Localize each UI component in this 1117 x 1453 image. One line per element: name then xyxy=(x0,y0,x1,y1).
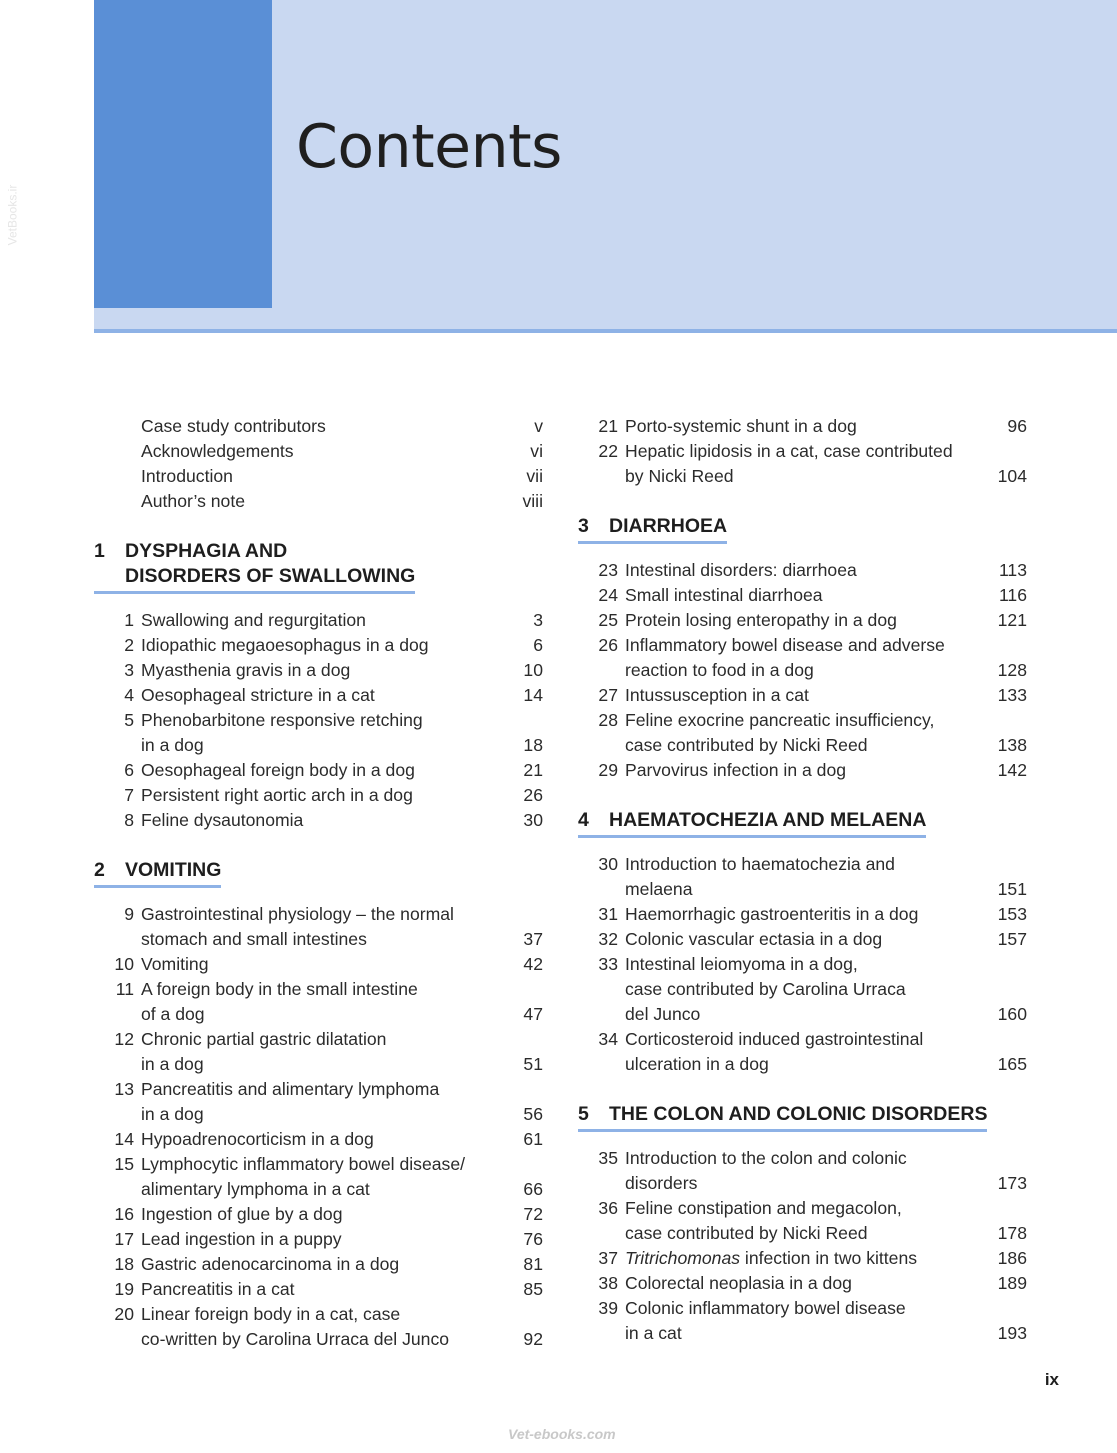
entry-title: Inflammatory bowel disease and adverse xyxy=(625,635,945,655)
entry-page-number: 186 xyxy=(997,1248,1027,1268)
entry-page-number: 51 xyxy=(523,1054,543,1074)
entry-title: Colonic vascular ectasia in a dog xyxy=(625,929,883,949)
entry-number xyxy=(94,1327,141,1352)
toc-entry[interactable] xyxy=(94,1177,543,1202)
toc-entry[interactable] xyxy=(94,1277,543,1302)
chapter-number: 1 xyxy=(94,540,105,562)
toc-entry[interactable] xyxy=(578,633,1027,658)
toc-entry[interactable] xyxy=(94,608,543,633)
entry-title: Hypoadrenocorticism in a dog xyxy=(141,1129,374,1149)
entry-number: 32 xyxy=(598,929,618,949)
entry-title: in a cat xyxy=(625,1323,682,1343)
chapter-number: 4 xyxy=(578,809,589,831)
toc-entry[interactable] xyxy=(578,758,1027,783)
chapter-heading-underlined xyxy=(94,539,415,594)
entry-title: Oesophageal stricture in a cat xyxy=(141,685,375,705)
toc-entry[interactable] xyxy=(94,414,543,439)
entry-title: case contributed by Nicki Reed xyxy=(625,735,868,755)
entry-number xyxy=(94,1002,141,1027)
entry-page-number: 121 xyxy=(997,610,1027,630)
toc-entry-group xyxy=(94,902,543,1352)
entry-page-number: 14 xyxy=(523,685,543,705)
toc-entry[interactable] xyxy=(578,1171,1027,1196)
entry-number xyxy=(94,733,141,758)
entry-title: Pancreatitis and alimentary lymphoma xyxy=(141,1079,440,1099)
entry-number: 18 xyxy=(114,1254,134,1274)
entry-number: 10 xyxy=(114,954,134,974)
toc-entry[interactable] xyxy=(94,1302,543,1327)
chapter-heading-underlined xyxy=(94,858,221,888)
entry-number xyxy=(578,877,625,902)
toc-entry[interactable] xyxy=(578,1146,1027,1171)
entry-page-number: 142 xyxy=(997,760,1027,780)
entry-title: in a dog xyxy=(141,1104,204,1124)
toc-entry[interactable] xyxy=(94,1152,543,1177)
toc-entry[interactable] xyxy=(94,1027,543,1052)
chapter-number: 2 xyxy=(94,859,105,881)
entry-title: Persistent right aortic arch in a dog xyxy=(141,785,413,805)
header-rule xyxy=(94,329,1117,333)
entry-number: 17 xyxy=(114,1229,134,1249)
entry-title: Feline exocrine pancreatic insufficiency, xyxy=(625,710,935,730)
toc-entry[interactable] xyxy=(94,1102,543,1127)
toc-entry[interactable] xyxy=(578,877,1027,902)
entry-number: 5 xyxy=(124,710,134,730)
entry-page-number: 189 xyxy=(997,1273,1027,1293)
entry-page-number: 21 xyxy=(523,760,543,780)
entry-title: Phenobarbitone responsive retching xyxy=(141,710,423,730)
entry-page-number: 56 xyxy=(523,1104,543,1124)
entry-number xyxy=(578,733,625,758)
toc-entry[interactable] xyxy=(94,783,543,808)
entry-number: 33 xyxy=(598,954,618,974)
entry-number: 28 xyxy=(598,710,618,730)
entry-page-number: 165 xyxy=(997,1054,1027,1074)
entry-number: 14 xyxy=(114,1129,134,1149)
toc-entry[interactable] xyxy=(94,1002,543,1027)
entry-title: Haemorrhagic gastroenteritis in a dog xyxy=(625,904,919,924)
toc-entry[interactable] xyxy=(578,952,1027,977)
entry-title: Intestinal leiomyoma in a dog, xyxy=(625,954,858,974)
entry-number: 19 xyxy=(114,1279,134,1299)
entry-page-number: 96 xyxy=(1007,416,1027,436)
entry-title: Introduction to the colon and colonic xyxy=(625,1148,907,1168)
entry-number: 24 xyxy=(598,585,618,605)
entry-page-number: 133 xyxy=(997,685,1027,705)
toc-entry-group xyxy=(578,558,1027,783)
entry-page-number: 151 xyxy=(997,879,1027,899)
toc-entry[interactable] xyxy=(578,1027,1027,1052)
page-number: ix xyxy=(1044,1370,1059,1389)
header-accent-block xyxy=(94,0,272,308)
chapter-heading-underlined xyxy=(578,1102,987,1132)
entry-number: 22 xyxy=(598,441,618,461)
toc-entry[interactable] xyxy=(94,464,543,489)
toc-left-column xyxy=(94,414,543,1377)
entry-title: Introduction to haematochezia and xyxy=(625,854,895,874)
entry-title: Colonic inflammatory bowel disease xyxy=(625,1298,906,1318)
toc-entry[interactable] xyxy=(578,658,1027,683)
entry-title: Parvovirus infection in a dog xyxy=(625,760,847,780)
entry-page-number: 66 xyxy=(523,1179,543,1199)
entry-page-number: viii xyxy=(522,491,543,511)
entry-number xyxy=(94,927,141,952)
entry-title: Ingestion of glue by a dog xyxy=(141,1204,343,1224)
toc-entry[interactable] xyxy=(578,608,1027,633)
entry-title: Introduction xyxy=(141,466,233,486)
entry-title: case contributed by Nicki Reed xyxy=(625,1223,868,1243)
entry-title: alimentary lymphoma in a cat xyxy=(141,1179,370,1199)
entry-title: Porto-systemic shunt in a dog xyxy=(625,416,857,436)
toc-entry[interactable] xyxy=(578,1196,1027,1221)
entry-title: Feline constipation and megacolon, xyxy=(625,1198,902,1218)
toc-entry[interactable] xyxy=(94,808,543,833)
side-watermark: VetBooks.ir xyxy=(5,184,20,246)
entry-number xyxy=(94,1102,141,1127)
entry-title: Case study contributors xyxy=(141,416,326,436)
entry-number: 12 xyxy=(114,1029,134,1049)
chapter-title: DIARRHOEA xyxy=(609,515,728,537)
entry-page-number: 42 xyxy=(523,954,543,974)
entry-page-number: 116 xyxy=(998,585,1027,605)
chapter-number: 3 xyxy=(578,515,589,537)
toc-entry-group xyxy=(578,414,1027,489)
entry-number xyxy=(578,1002,625,1027)
entry-title: Intestinal disorders: diarrhoea xyxy=(625,560,857,580)
toc-entry[interactable] xyxy=(94,952,543,977)
entry-number: 39 xyxy=(598,1298,618,1318)
entry-title: Lymphocytic inflammatory bowel disease/ xyxy=(141,1154,465,1174)
toc-entry[interactable] xyxy=(94,1227,543,1252)
entry-number: 4 xyxy=(124,685,134,705)
entry-title: Acknowledgements xyxy=(141,441,294,461)
entry-title: ulceration in a dog xyxy=(625,1054,769,1074)
toc-entry[interactable] xyxy=(94,1202,543,1227)
chapter-heading xyxy=(578,1102,1027,1132)
entry-number xyxy=(94,1177,141,1202)
toc-entry[interactable] xyxy=(578,439,1027,464)
entry-page-number: 61 xyxy=(523,1129,543,1149)
toc-entry[interactable] xyxy=(94,977,543,1002)
entry-number xyxy=(94,1052,141,1077)
entry-number: 9 xyxy=(124,904,134,924)
entry-page-number: 10 xyxy=(523,660,543,680)
entry-number: 37 xyxy=(598,1248,618,1268)
toc-entry[interactable] xyxy=(578,1296,1027,1321)
entry-title: Small intestinal diarrhoea xyxy=(625,585,823,605)
entry-page-number: 47 xyxy=(523,1004,543,1024)
entry-number: 23 xyxy=(598,560,618,580)
entry-number: 6 xyxy=(124,760,134,780)
entry-page-number: 173 xyxy=(997,1173,1027,1193)
toc-entry[interactable] xyxy=(94,902,543,927)
chapter-heading-underlined xyxy=(578,514,727,544)
toc-entry[interactable] xyxy=(578,977,1027,1002)
entry-title: Colorectal neoplasia in a dog xyxy=(625,1273,852,1293)
toc-entry[interactable] xyxy=(94,1077,543,1102)
entry-page-number: 193 xyxy=(997,1323,1027,1343)
entry-title: melaena xyxy=(625,879,693,899)
entry-page-number: 18 xyxy=(523,735,543,755)
toc-entry[interactable] xyxy=(578,1221,1027,1246)
toc-entry[interactable] xyxy=(94,1052,543,1077)
entry-number: 34 xyxy=(598,1029,618,1049)
toc-entry[interactable] xyxy=(94,658,543,683)
toc-entry[interactable] xyxy=(94,439,543,464)
entry-page-number: 37 xyxy=(523,929,543,949)
entry-page-number: 160 xyxy=(997,1004,1027,1024)
entry-number: 16 xyxy=(114,1204,134,1224)
entry-title: Feline dysautonomia xyxy=(141,810,304,830)
entry-title: Myasthenia gravis in a dog xyxy=(141,660,351,680)
entry-number: 7 xyxy=(124,785,134,805)
entry-title: Hepatic lipidosis in a cat, case contributed xyxy=(625,441,953,461)
toc-entry[interactable] xyxy=(578,1002,1027,1027)
entry-title: disorders xyxy=(625,1173,698,1193)
entry-page-number: 81 xyxy=(523,1254,543,1274)
toc-entry[interactable] xyxy=(94,1127,543,1152)
entry-number: 13 xyxy=(114,1079,134,1099)
entry-page-number: 3 xyxy=(533,610,543,630)
entry-title: Corticosteroid induced gastrointestinal xyxy=(625,1029,924,1049)
toc-entry[interactable] xyxy=(578,583,1027,608)
toc-entry-group xyxy=(578,852,1027,1077)
entry-page-number: 6 xyxy=(533,635,543,655)
toc-entry[interactable] xyxy=(578,927,1027,952)
entry-number: 30 xyxy=(598,854,618,874)
entry-title: Intussusception in a cat xyxy=(625,685,809,705)
entry-title: Idiopathic megaoesophagus in a dog xyxy=(141,635,429,655)
entry-number: 27 xyxy=(598,685,618,705)
entry-title: Linear foreign body in a cat, case xyxy=(141,1304,401,1324)
entry-number: 31 xyxy=(598,904,618,924)
chapter-title: DYSPHAGIA AND DISORDERS OF SWALLOWING xyxy=(125,540,416,587)
entry-number: 3 xyxy=(124,660,134,680)
toc-entry[interactable] xyxy=(578,558,1027,583)
entry-title: in a dog xyxy=(141,1054,204,1074)
entry-number: 2 xyxy=(124,635,134,655)
entry-title: Protein losing enteropathy in a dog xyxy=(625,610,897,630)
entry-number: 20 xyxy=(114,1304,134,1324)
entry-title: Gastrointestinal physiology – the normal xyxy=(141,904,454,924)
entry-page-number: 26 xyxy=(523,785,543,805)
entry-number xyxy=(578,1221,625,1246)
chapter-number: 5 xyxy=(578,1103,589,1125)
chapter-heading xyxy=(578,514,1027,544)
entry-page-number: 72 xyxy=(523,1204,543,1224)
entry-number xyxy=(578,1052,625,1077)
entry-number xyxy=(578,1321,625,1346)
entry-title: Tritrichomonas infection in two kittens xyxy=(625,1248,918,1268)
entry-title: Oesophageal foreign body in a dog xyxy=(141,760,415,780)
entry-number xyxy=(578,658,625,683)
entry-page-number: v xyxy=(534,416,543,436)
entry-title: case contributed by Carolina Urraca xyxy=(625,979,906,999)
entry-page-number: vi xyxy=(530,441,543,461)
entry-number: 21 xyxy=(598,416,618,436)
entry-page-number: 113 xyxy=(998,560,1027,580)
entry-number: 1 xyxy=(124,610,134,630)
entry-number: 25 xyxy=(598,610,618,630)
entry-number xyxy=(578,977,625,1002)
entry-title: reaction to food in a dog xyxy=(625,660,814,680)
entry-title: stomach and small intestines xyxy=(141,929,367,949)
entry-title: Lead ingestion in a puppy xyxy=(141,1229,342,1249)
entry-number: 29 xyxy=(598,760,618,780)
chapter-heading xyxy=(578,808,1027,838)
chapter-title: HAEMATOCHEZIA AND MELAENA xyxy=(609,809,927,831)
entry-title: Swallowing and regurgitation xyxy=(141,610,366,630)
toc-entry[interactable] xyxy=(94,733,543,758)
entry-number: 11 xyxy=(115,979,134,999)
entry-page-number: 138 xyxy=(997,735,1027,755)
toc-entry-group xyxy=(94,608,543,833)
entry-number xyxy=(578,1171,625,1196)
toc-entry[interactable] xyxy=(94,489,543,514)
entry-title: by Nicki Reed xyxy=(625,466,734,486)
entry-title: Vomiting xyxy=(141,954,209,974)
toc-entry[interactable] xyxy=(578,708,1027,733)
toc-entry[interactable] xyxy=(578,464,1027,489)
entry-page-number: 76 xyxy=(523,1229,543,1249)
entry-title: Author’s note xyxy=(141,491,246,511)
entry-number xyxy=(94,439,141,464)
entry-page-number: vii xyxy=(526,466,543,486)
toc-entry[interactable] xyxy=(94,1252,543,1277)
toc-entry[interactable] xyxy=(578,902,1027,927)
entry-number xyxy=(94,414,141,439)
entry-number xyxy=(578,464,625,489)
chapter-heading xyxy=(94,539,543,594)
entry-page-number: 104 xyxy=(997,466,1027,486)
toc-right-column xyxy=(578,414,1027,1371)
entry-number: 38 xyxy=(598,1273,618,1293)
toc-entry[interactable] xyxy=(578,414,1027,439)
entry-title: in a dog xyxy=(141,735,204,755)
page-title: Contents xyxy=(296,112,562,182)
entry-page-number: 85 xyxy=(523,1279,543,1299)
toc-entry[interactable] xyxy=(578,1052,1027,1077)
entry-title: Chronic partial gastric dilatation xyxy=(141,1029,387,1049)
toc-entry[interactable] xyxy=(578,1271,1027,1296)
toc-entry[interactable] xyxy=(578,733,1027,758)
toc-entry[interactable] xyxy=(578,1246,1027,1271)
entry-number xyxy=(94,489,141,514)
entry-title: of a dog xyxy=(141,1004,205,1024)
toc-entry[interactable] xyxy=(94,758,543,783)
chapter-title: THE COLON AND COLONIC DISORDERS xyxy=(609,1103,988,1125)
entry-number: 26 xyxy=(598,635,618,655)
entry-title: A foreign body in the small intestine xyxy=(141,979,418,999)
toc-entry[interactable] xyxy=(94,683,543,708)
entry-title: co-written by Carolina Urraca del Junco xyxy=(141,1329,450,1349)
toc-entry-group xyxy=(578,1146,1027,1346)
entry-title: Gastric adenocarcinoma in a dog xyxy=(141,1254,400,1274)
toc-entry[interactable] xyxy=(94,708,543,733)
toc-entry-group xyxy=(94,414,543,514)
entry-number: 36 xyxy=(598,1198,618,1218)
toc-entry[interactable] xyxy=(578,852,1027,877)
chapter-heading xyxy=(94,858,543,888)
bottom-watermark: Vet-ebooks.com xyxy=(508,1426,616,1442)
entry-page-number: 30 xyxy=(523,810,543,830)
toc-entry[interactable] xyxy=(578,1321,1027,1346)
entry-number: 8 xyxy=(124,810,134,830)
toc-entry[interactable] xyxy=(94,1327,543,1352)
chapter-heading-underlined xyxy=(578,808,926,838)
entry-page-number: 92 xyxy=(523,1329,543,1349)
toc-entry[interactable] xyxy=(578,683,1027,708)
entry-number xyxy=(94,464,141,489)
entry-title: Pancreatitis in a cat xyxy=(141,1279,295,1299)
chapter-title: VOMITING xyxy=(125,859,222,881)
entry-title: del Junco xyxy=(625,1004,701,1024)
toc-entry[interactable] xyxy=(94,633,543,658)
entry-number: 15 xyxy=(114,1154,134,1174)
entry-page-number: 153 xyxy=(997,904,1027,924)
entry-page-number: 178 xyxy=(997,1223,1027,1243)
toc-entry[interactable] xyxy=(94,927,543,952)
entry-page-number: 157 xyxy=(997,929,1027,949)
entry-page-number: 128 xyxy=(997,660,1027,680)
entry-number: 35 xyxy=(598,1148,618,1168)
